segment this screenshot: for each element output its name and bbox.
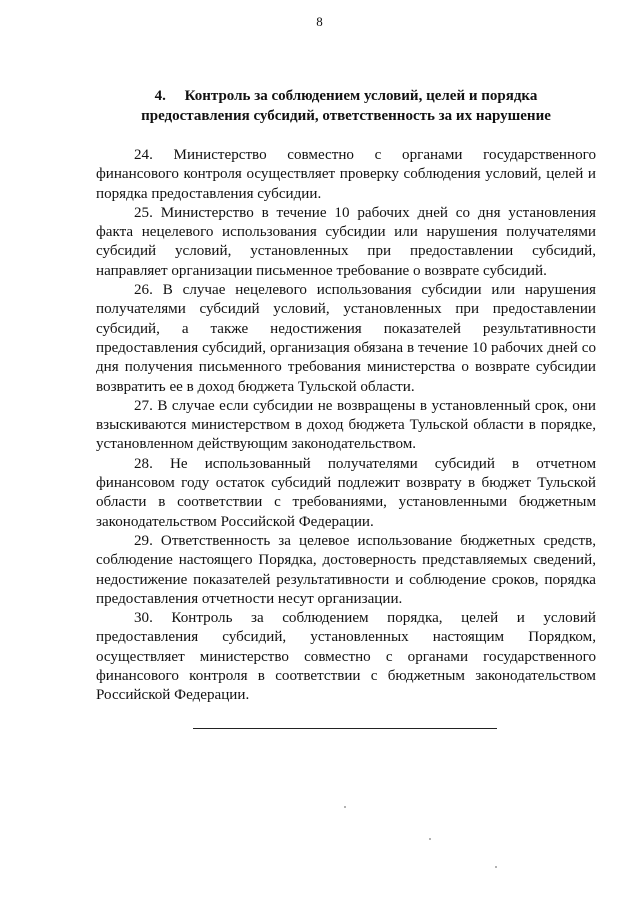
paragraph-29: 29. Ответственность за целевое использование бюджетных средств, соблюдение настоящего Порядка, достоверность представляемых сведений, недостижение показателей результативности и соблюдение сроков, порядка предоставления отчетности несут организации. xyxy=(96,532,596,607)
section-title-line-1: 4. Контроль за соблюдением условий, целей и порядка xyxy=(154,88,538,104)
document-body xyxy=(96,146,596,706)
paragraph-27: 27. В случае если субсидии не возвращены в установленный срок, они взыскиваются министерством в доход бюджета Тульской области в порядке, установленном действующим законодательством. xyxy=(96,397,596,453)
paragraph-28: 28. Не использованный получателями субсидий в отчетном финансовом году остаток субсидий подлежит возврату в бюджет Тульской области в соответствии с требованиями, установленными бюджетным законодательством Российской Федерации. xyxy=(96,455,596,530)
page-number: 8 xyxy=(316,14,323,29)
paragraph-24: 24. Министерство совместно с органами государственного финансового контроля осуществляет проверку соблюдения условий, целей и порядка предоставления субсидии. xyxy=(96,147,596,202)
paragraph-26: 26. В случае нецелевого использования субсидии или нарушения получателями субсидий условий, установленных при предоставлении субсидий, а также недостижения показателей результативности предоставления субсидий, организация обязана в течение 10 рабочих дней со дня получения письменного требования министерства о возврате субсидии возвратить ее в доход бюджета Тульской области. xyxy=(96,282,596,395)
scan-speck xyxy=(429,838,431,840)
section-title xyxy=(96,86,596,126)
scan-speck xyxy=(495,866,497,868)
section-title-line-2: предоставления субсидий, ответственность за их нарушение xyxy=(141,108,551,124)
paragraph-30: 30. Контроль за соблюдением порядка, целей и условий предоставления субсидий, установленных настоящим Порядком, осуществляет министерство совместно с органами государственного финансового контроля в соответствии с бюджетным законодательством Российской Федерации. xyxy=(96,610,596,704)
scan-speck xyxy=(344,806,346,808)
closing-divider-line xyxy=(193,728,497,729)
paragraph-25: 25. Министерство в течение 10 рабочих дней со дня установления факта нецелевого использования субсидии или нарушения получателями субсидий условий, установленных при предоставлении субсидий, направляет организации письменное требование о возврате субсидий. xyxy=(96,204,596,279)
